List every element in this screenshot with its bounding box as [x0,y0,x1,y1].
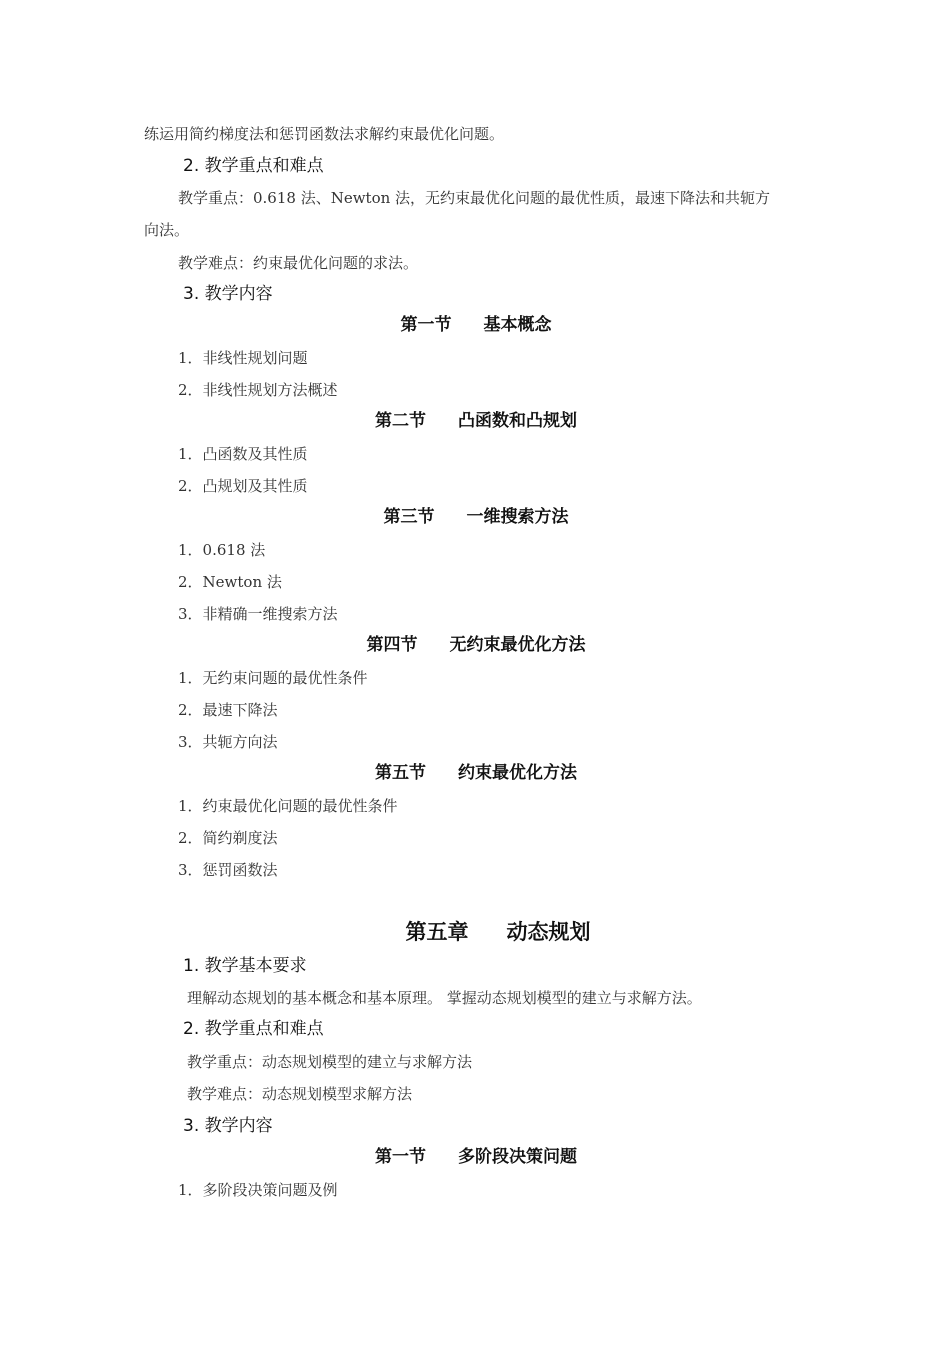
list-item: 2．简约剃度法 [178,829,278,847]
requirements-text: 理解动态规划的基本概念和基本原理。 掌握动态规划模型的建立与求解方法。 [187,989,702,1007]
list-item: 1．多阶段决策问题及例 [178,1181,338,1199]
section-number: 第一节 [375,1147,426,1167]
heading-teaching-content: 3. 教学内容 [183,1116,273,1136]
section-number: 第五节 [375,763,426,783]
chapter-name: 动态规划 [506,920,591,944]
heading-teaching-content: 3. 教学内容 [183,284,273,304]
section-name: 基本概念 [483,315,552,335]
list-item: 2．凸规划及其性质 [178,477,308,495]
section-name: 多阶段决策问题 [458,1147,577,1167]
list-item: 2．非线性规划方法概述 [178,381,338,399]
section-title [0,509,952,526]
heading-key-points: 2. 教学重点和难点 [183,156,324,176]
list-item: 3．非精确一维搜索方法 [178,605,338,623]
list-item: 2．Newton 法 [178,573,282,591]
key-points-text: 教学重点：0.618 法、Newton 法，无约束最优化问题的最优性质，最速下降法和共轭方 [178,189,771,207]
section-number: 第三节 [383,507,435,527]
section-title [0,1149,952,1166]
section-name: 凸函数和凸规划 [458,411,577,431]
section-title [0,765,952,782]
chapter-title [0,922,952,943]
list-item: 3．共轭方向法 [178,733,278,751]
chapter-number: 第五章 [405,920,469,944]
list-item: 3．惩罚函数法 [178,861,278,879]
list-item: 1．非线性规划问题 [178,349,308,367]
paragraph-continuation: 练运用简约梯度法和惩罚函数法求解约束最优化问题。 [144,125,505,143]
section-name: 约束最优化方法 [458,763,577,783]
section-number: 第二节 [375,411,426,431]
list-item: 1．凸函数及其性质 [178,445,308,463]
key-points-text: 教学重点：动态规划模型的建立与求解方法 [187,1053,473,1071]
list-item: 1．0.618 法 [178,541,266,559]
section-title [0,413,952,430]
list-item: 1．无约束问题的最优性条件 [178,669,368,687]
section-title [0,317,952,334]
difficulty-text: 教学难点：约束最优化问题的求法。 [178,254,419,272]
key-points-text-cont: 向法。 [144,221,190,239]
section-name: 无约束最优化方法 [449,635,586,655]
section-number: 第一节 [400,315,452,335]
section-name: 一维搜索方法 [466,507,569,527]
section-title [0,637,952,654]
section-number: 第四节 [366,635,418,655]
list-item: 2．最速下降法 [178,701,278,719]
heading-key-points: 2. 教学重点和难点 [183,1019,324,1039]
difficulty-text: 教学难点：动态规划模型求解方法 [187,1085,413,1103]
list-item: 1．约束最优化问题的最优性条件 [178,797,398,815]
heading-basic-requirements: 1. 教学基本要求 [183,956,307,976]
